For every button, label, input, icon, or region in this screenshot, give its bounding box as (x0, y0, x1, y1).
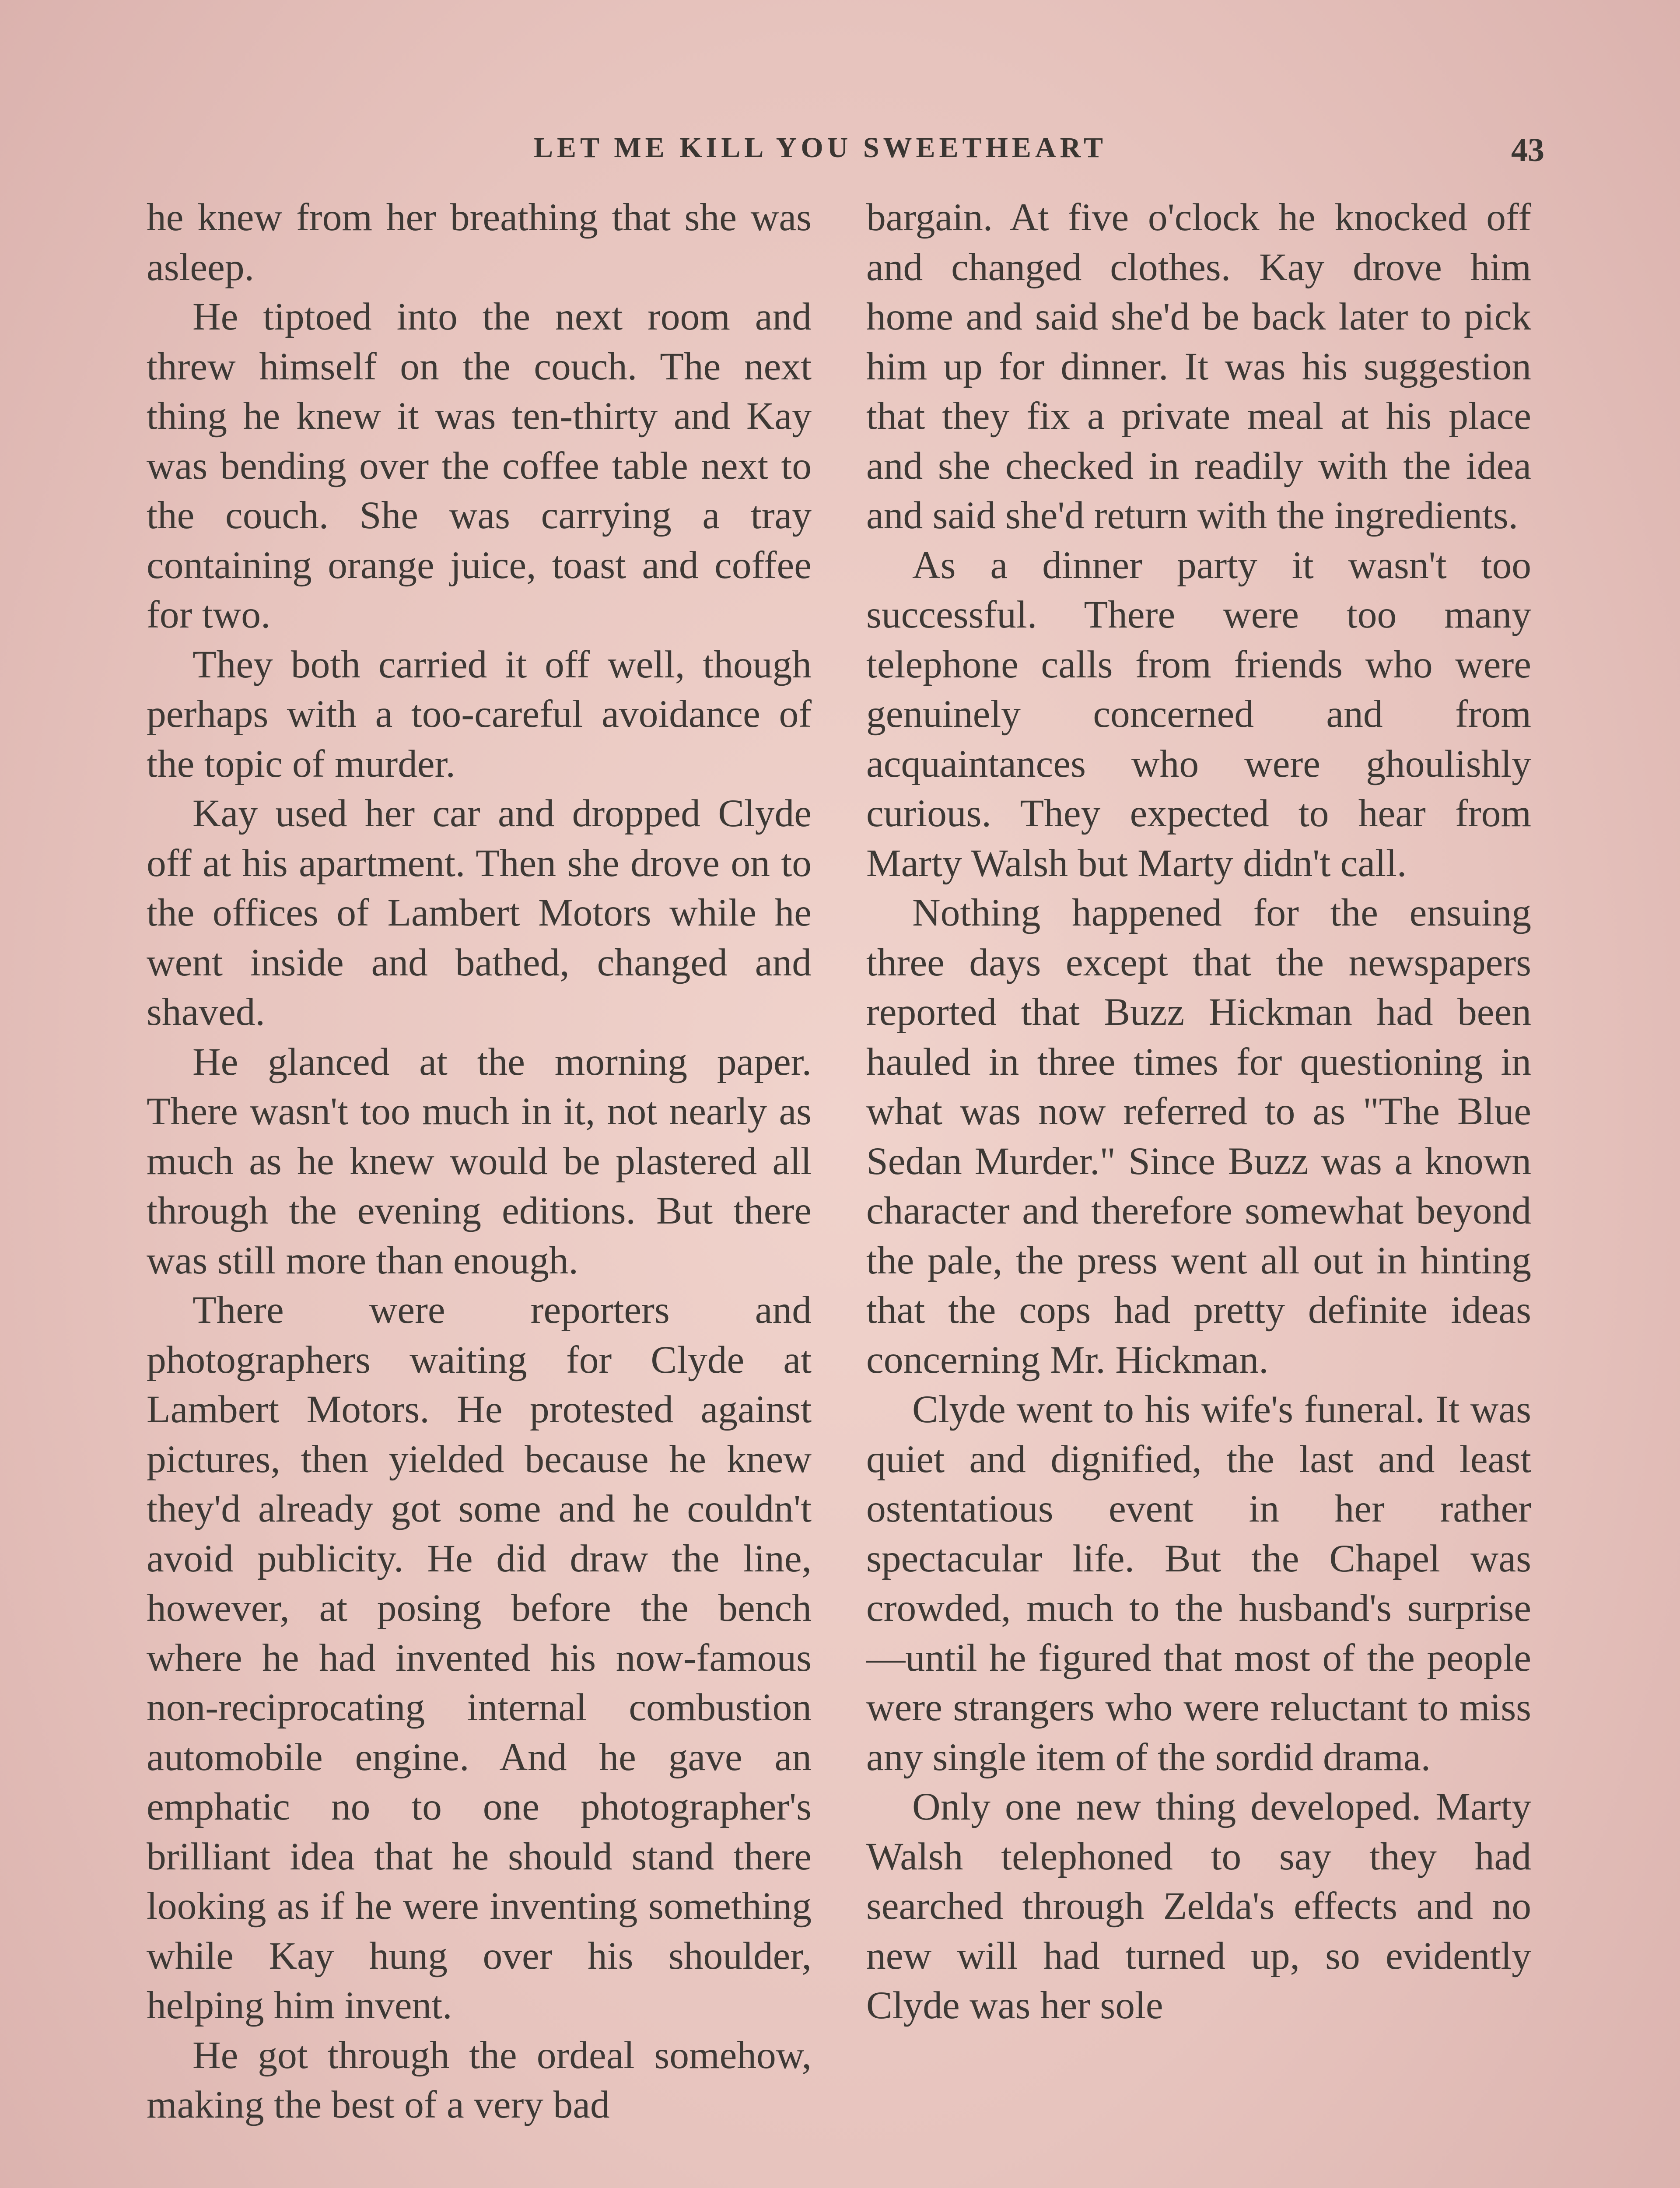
paragraph: As a dinner party it wasn't too successful. There were too many telephone calls from friends who were genuinely concerned and from acquaintances who were ghoulishly curious. They expected to hear from Marty Walsh but Marty didn't call. (866, 543, 1531, 885)
paragraph: There were reporters and photographers waiting for Clyde at Lambert Motors. He protested against pictures, then yielded because he knew they'd already got some and he couldn't avoid publicity. He did draw the line, however, at posing before the bench where he had invented his now-famous non-reciprocating internal combustion automobile engine. And he gave an emphatic no to one photographer's brilliant idea that he should stand there looking as if he were inventing something while Kay hung over his shoulder, helping him invent. (147, 1288, 812, 2027)
paragraph: Nothing happened for the ensuing three days except that the newspapers reported that Buzz Hickman had been hauled in three times for questioning in what was now referred to as "The Blue Sedan Murder." Since Buzz was a known character and therefore somewhat beyond the pale, the press went all out in hinting that the cops had pretty definite ideas concerning Mr. Hickman. (866, 891, 1531, 1382)
page-number: 43 (1511, 132, 1544, 168)
paragraph: he knew from her breathing that she was asleep. (147, 196, 812, 289)
paragraph: He got through the ordeal somehow, making the best of a very bad (147, 2033, 812, 2126)
right-text-column (866, 193, 1531, 2030)
paragraph: Clyde went to his wife's funeral. It was quiet and dignified, the last and least ostentatious event in her rather spectacular life. But the Chapel was crowded, much to the husband's surprise—until he figured that most of the people were strangers who were reluctant to miss any single item of the sordid drama. (866, 1388, 1531, 1779)
paragraph: They both carried it off well, though perhaps with a too-careful avoidance of the topic of murder. (147, 642, 812, 785)
page-header (149, 131, 1544, 175)
paragraph: bargain. At five o'clock he knocked off and changed clothes. Kay drove him home and said she'd be back later to pick him up for dinner. It was his suggestion that they fix a private meal at his place and she checked in readily with the idea and said she'd return with the ingredients. (866, 196, 1531, 537)
paragraph: He glanced at the morning paper. There wasn't too much in it, not nearly as much as he knew would be plastered all through the evening editions. But there was still more than enough. (147, 1040, 812, 1282)
paragraph: Only one new thing developed. Marty Walsh telephoned to say they had searched through Zelda's effects and no new will had turned up, so evidently Clyde was her sole (866, 1785, 1531, 2027)
left-text-column (147, 193, 812, 2130)
running-title: LET ME KILL YOU SWEETHEART (534, 132, 1107, 164)
paragraph: Kay used her car and dropped Clyde off at his apartment. Then she drove on to the offices of Lambert Motors while he went inside and bathed, changed and shaved. (147, 792, 812, 1034)
paragraph: He tiptoed into the next room and threw himself on the couch. The next thing he knew it was ten-thirty and Kay was bending over the coffee table next to the couch. She was carrying a tray containing orange juice, toast and coffee for two. (147, 295, 812, 636)
